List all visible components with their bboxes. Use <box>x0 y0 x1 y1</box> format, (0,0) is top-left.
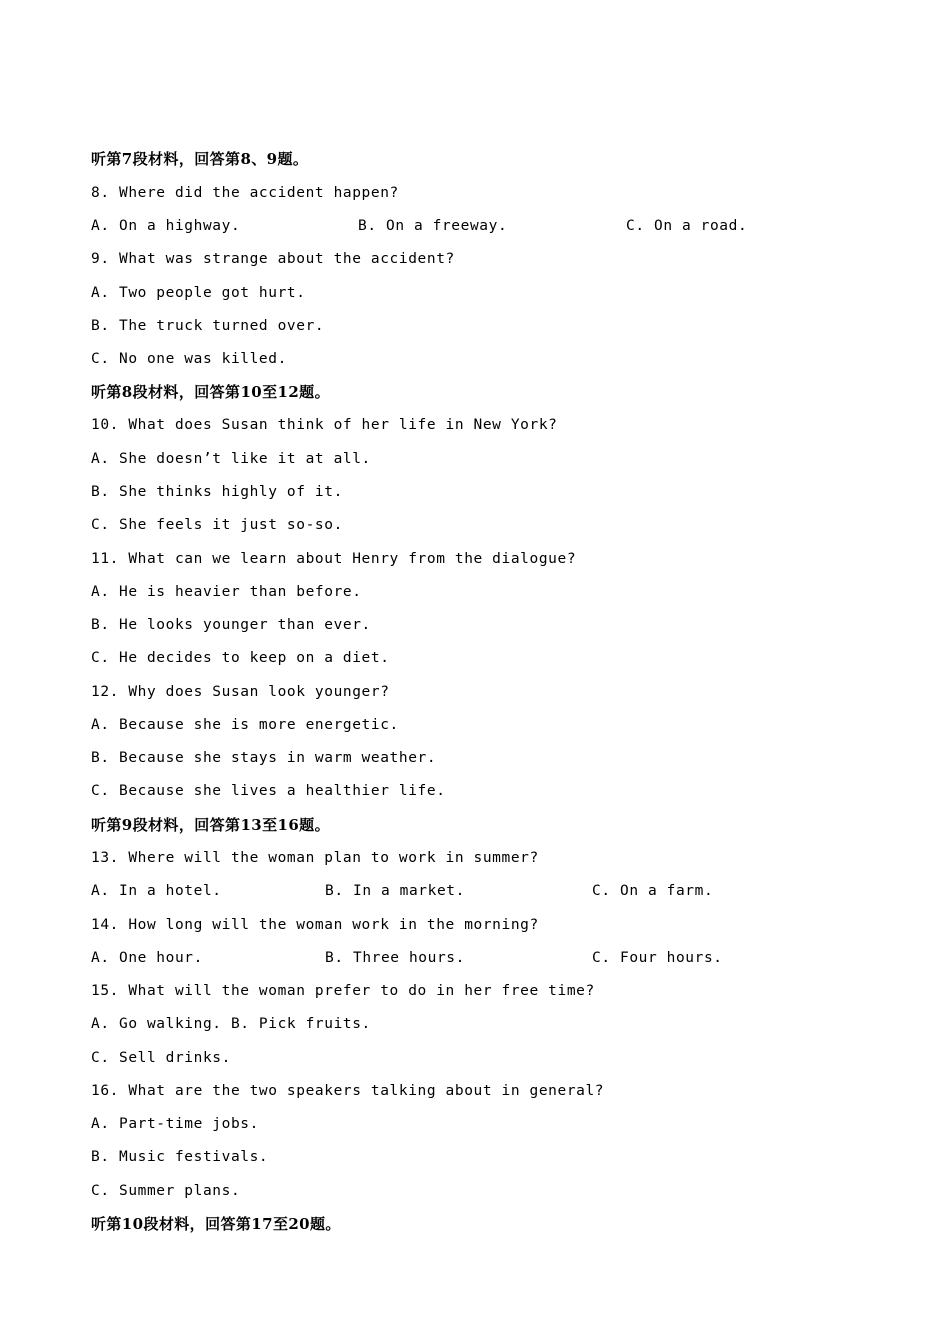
question-14-option-a: A. One hour. <box>91 950 203 966</box>
question-12-option-a: A. Because she is more energetic. <box>91 717 399 733</box>
question-9-option-b: B. The truck turned over. <box>91 318 325 334</box>
question-13-options <box>91 879 791 903</box>
question-10-option-a: A. She doesn’t like it at all. <box>91 451 371 467</box>
question-14-option-b: B. Three hours. <box>325 950 465 966</box>
question-12-stem: 12. Why does Susan look younger? <box>91 684 390 700</box>
question-16-option-b: B. Music festivals. <box>91 1149 269 1165</box>
question-11-stem: 11. What can we learn about Henry from the dialogue? <box>91 551 577 567</box>
question-8-stem: 8. Where did the accident happen? <box>91 185 399 201</box>
question-16-option-c: C. Summer plans. <box>91 1183 241 1199</box>
section-heading-8: 听第8段材料，回答第10至12题。 <box>91 383 330 401</box>
question-12-option-c: C. Because she lives a healthier life. <box>91 783 446 799</box>
question-14-stem: 14. How long will the woman work in the morning? <box>91 917 539 933</box>
section-heading-10: 听第10段材料，回答第17至20题。 <box>91 1215 341 1233</box>
question-14-options <box>91 946 791 970</box>
question-13-option-a: A. In a hotel. <box>91 883 222 899</box>
question-16-option-a: A. Part-time jobs. <box>91 1116 259 1132</box>
question-13-option-b: B. In a market. <box>325 883 465 899</box>
question-11-option-c: C. He decides to keep on a diet. <box>91 650 390 666</box>
question-13-option-c: C. On a farm. <box>592 883 714 899</box>
question-9-option-a: A. Two people got hurt. <box>91 285 306 301</box>
question-12-option-b: B. Because she stays in warm weather. <box>91 750 437 766</box>
question-8-options <box>91 214 791 238</box>
question-8-option-b: B. On a freeway. <box>358 218 508 234</box>
section-heading-7: 听第7段材料，回答第8、9题。 <box>91 150 309 168</box>
question-10-option-b: B. She thinks highly of it. <box>91 484 343 500</box>
question-14-option-c: C. Four hours. <box>592 950 723 966</box>
question-13-stem: 13. Where will the woman plan to work in summer? <box>91 850 539 866</box>
question-10-option-c: C. She feels it just so-so. <box>91 517 343 533</box>
question-9-option-c: C. No one was killed. <box>91 351 287 367</box>
question-11-option-b: B. He looks younger than ever. <box>91 617 371 633</box>
question-11-option-a: A. He is heavier than before. <box>91 584 362 600</box>
section-heading-9: 听第9段材料，回答第13至16题。 <box>91 816 330 834</box>
question-8-option-a: A. On a highway. <box>91 218 241 234</box>
question-15-stem: 15. What will the woman prefer to do in her free time? <box>91 983 595 999</box>
question-10-stem: 10. What does Susan think of her life in New York? <box>91 417 558 433</box>
question-9-stem: 9. What was strange about the accident? <box>91 251 455 267</box>
question-15-option-c: C. Sell drinks. <box>91 1050 231 1066</box>
question-15-options-ab: A. Go walking. B. Pick fruits. <box>91 1016 371 1032</box>
question-16-stem: 16. What are the two speakers talking about in general? <box>91 1083 605 1099</box>
question-8-option-c: C. On a road. <box>626 218 748 234</box>
